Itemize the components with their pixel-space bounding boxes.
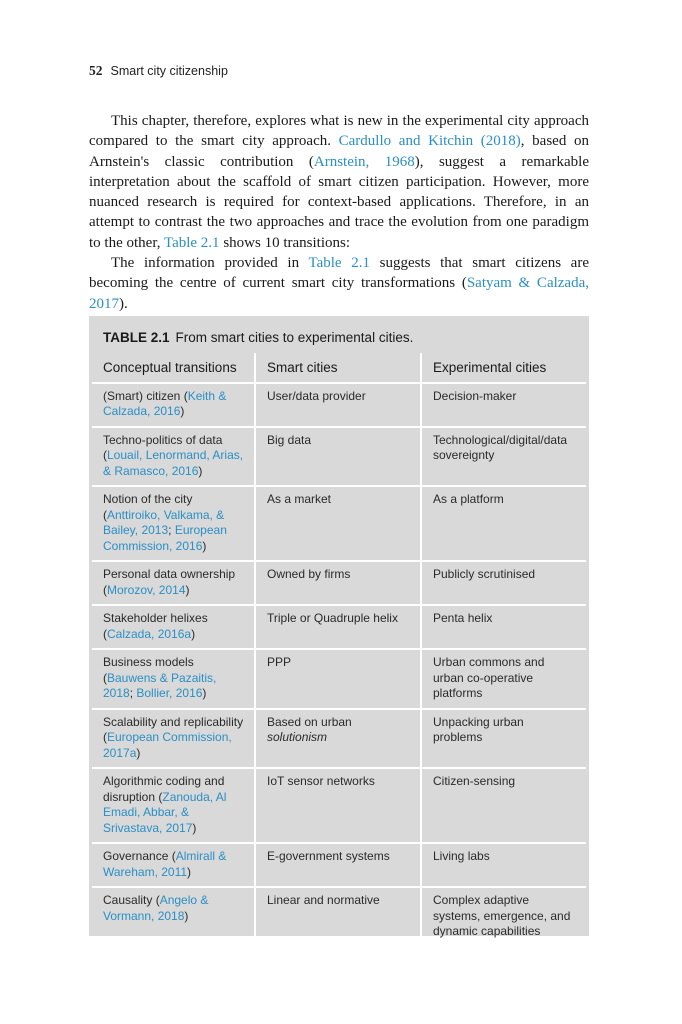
smart-cities-cell xyxy=(255,649,421,709)
transitions-table xyxy=(92,353,586,946)
paren: ( xyxy=(158,789,163,804)
column-header: Smart cities xyxy=(255,353,421,383)
citation-link[interactable]: Keith & Calzada, 2016 xyxy=(103,388,227,418)
table-row xyxy=(92,768,586,843)
citation-link[interactable]: Angelo & Vormann, 2018 xyxy=(103,893,209,923)
smart-cities-cell xyxy=(255,768,421,843)
paren: ) xyxy=(185,582,190,597)
citation-link[interactable]: Anttiroiko, Valkama, & Bailey, 2013 xyxy=(103,507,225,537)
smart-cities-cell xyxy=(255,709,421,769)
table-2-1 xyxy=(89,316,589,936)
experimental-cities-cell: As a platform xyxy=(421,486,586,561)
table-caption xyxy=(103,330,413,345)
paren: ) xyxy=(202,686,207,700)
concept-label: Causality xyxy=(103,893,156,907)
smart-cities-value: PPP xyxy=(267,655,292,669)
paren: ( xyxy=(103,670,107,685)
concept-label: Governance xyxy=(103,849,172,863)
citation-link[interactable]: Table 2.1 xyxy=(163,234,220,251)
citation-link[interactable]: Louail, Lenormand, Arias, & Ramasco, 2016 xyxy=(103,448,244,478)
citation-link[interactable]: European Commission, 2016 xyxy=(103,523,227,553)
text-span: , based on Arnstein's classic contribution ( xyxy=(89,133,589,170)
body-text xyxy=(89,111,589,314)
citation-link[interactable]: Zanouda, Al Emadi, Abbar, & Srivastava, 2017 xyxy=(103,789,227,835)
running-title: Smart city citizenship xyxy=(110,64,228,78)
text-span: suggests that smart citizens are becoming the centre of current smart city transformations ( xyxy=(89,255,589,292)
paren: ( xyxy=(103,582,107,597)
text-span: ). xyxy=(119,295,128,312)
paren: ( xyxy=(103,507,107,522)
smart-cities-value: User/data provider xyxy=(267,388,366,403)
smart-cities-cell xyxy=(255,605,421,649)
concept-label: Personal data ownership xyxy=(103,567,236,581)
paren: ) xyxy=(136,745,141,760)
table-row xyxy=(92,383,586,427)
table-row xyxy=(92,561,586,605)
smart-cities-cell xyxy=(255,486,421,561)
citation-link[interactable]: Cardullo and Kitchin (2018) xyxy=(338,133,521,150)
paren: ( xyxy=(183,388,188,403)
table-row xyxy=(92,486,586,561)
paren: ) xyxy=(191,626,196,641)
concept-cell xyxy=(92,843,255,887)
citation-link[interactable]: Bauwens & Pazaitis, 2018 xyxy=(103,670,217,700)
paragraph xyxy=(89,111,589,253)
smart-cities-cell xyxy=(255,843,421,887)
experimental-cities-cell: Unpacking urban problems xyxy=(421,709,586,769)
smart-cities-value: IoT sensor networks xyxy=(267,774,375,788)
concept-label: Techno-politics of data xyxy=(103,432,223,447)
experimental-cities-cell: Citizen-sensing xyxy=(421,768,586,843)
citation-link[interactable]: European Commission, 2017a xyxy=(103,730,232,760)
text-span: ; xyxy=(168,523,175,537)
citation-link[interactable]: Satyam & Calzada, 2017 xyxy=(89,275,589,312)
paren: ( xyxy=(171,849,176,863)
citation-link[interactable]: Morozov, 2014 xyxy=(107,582,186,597)
page-number: 52 xyxy=(89,63,103,78)
table-label: TABLE 2.1 xyxy=(103,330,170,345)
concept-cell xyxy=(92,649,255,709)
table-row xyxy=(92,887,586,946)
citation-link[interactable]: Table 2.1 xyxy=(308,255,370,272)
paren: ) xyxy=(202,538,207,553)
concept-cell xyxy=(92,605,255,649)
table-header-row xyxy=(92,353,586,383)
paren: ( xyxy=(103,448,107,462)
concept-label: Notion of the city xyxy=(103,492,193,506)
smart-cities-value: Based on urban xyxy=(267,714,352,729)
citation-link[interactable]: Almirall & Wareham, 2011 xyxy=(103,849,227,879)
smart-cities-cell xyxy=(255,383,421,427)
smart-cities-cell xyxy=(255,427,421,487)
smart-cities-value: Triple or Quadruple helix xyxy=(267,611,398,625)
text-span: ), suggest a remarkable interpretation about the scaffold of smart citizen participation. However, more nuanced research is required for context-based applications. Therefore, in an attempt to contrast the two approaches and trace the evolution from one paradigm to the other, xyxy=(89,153,590,251)
citation-link[interactable]: Calzada, 2016a xyxy=(107,626,192,641)
citation-link[interactable]: Bollier, 2016 xyxy=(136,686,203,700)
paragraph xyxy=(89,253,589,314)
table-caption-text: From smart cities to experimental cities. xyxy=(175,330,414,345)
concept-label: (Smart) citizen xyxy=(103,388,184,403)
paren: ( xyxy=(103,730,107,744)
experimental-cities-cell: Living labs xyxy=(421,843,586,887)
smart-cities-value: Owned by firms xyxy=(267,567,351,581)
text-span: The information provided in xyxy=(111,255,309,272)
concept-cell xyxy=(92,887,255,946)
table-row xyxy=(92,649,586,709)
smart-cities-cell xyxy=(255,887,421,946)
smart-cities-value: Linear and normative xyxy=(267,893,380,907)
table-row xyxy=(92,843,586,887)
paren: ( xyxy=(103,626,107,641)
smart-cities-value: As a market xyxy=(267,492,332,506)
running-header xyxy=(89,63,228,79)
column-header: Conceptual transitions xyxy=(92,353,255,383)
experimental-cities-cell: Technological/digital/data sovereignty xyxy=(421,427,586,487)
smart-cities-value: E-government systems xyxy=(267,849,390,863)
smart-cities-value: Big data xyxy=(267,432,312,447)
concept-cell xyxy=(92,486,255,561)
experimental-cities-cell: Penta helix xyxy=(421,605,586,649)
smart-cities-cell xyxy=(255,561,421,605)
smart-cities-emphasis: solutionism xyxy=(267,730,328,744)
table-row xyxy=(92,427,586,487)
concept-label: Algorithmic coding and disruption xyxy=(103,774,225,804)
experimental-cities-cell: Publicly scrutinised xyxy=(421,561,586,605)
text-span: This chapter, therefore, explores what is new in the experimental city approach compared to the smart city approach. xyxy=(89,113,589,150)
column-header: Experimental cities xyxy=(421,353,586,383)
paren: ( xyxy=(155,893,160,907)
experimental-cities-cell: Decision-maker xyxy=(421,383,586,427)
table-row xyxy=(92,709,586,769)
citation-link[interactable]: Arnstein, 1968 xyxy=(313,153,415,170)
concept-cell xyxy=(92,561,255,605)
paren: ) xyxy=(187,864,192,879)
concept-cell xyxy=(92,427,255,487)
table-row xyxy=(92,605,586,649)
experimental-cities-cell: Urban commons and urban co-operative platforms xyxy=(421,649,586,709)
experimental-cities-cell: Complex adaptive systems, emergence, and dynamic capabilities xyxy=(421,887,586,946)
concept-cell xyxy=(92,768,255,843)
concept-label: Stakeholder helixes xyxy=(103,611,208,625)
paren: ) xyxy=(192,820,197,835)
concept-label: Scalability and replicability xyxy=(103,714,244,729)
paren: ) xyxy=(198,463,203,478)
text-span: ; xyxy=(129,686,137,700)
concept-cell xyxy=(92,709,255,769)
paren: ) xyxy=(180,404,185,418)
paren: ) xyxy=(184,908,189,923)
text-span: shows 10 transitions: xyxy=(219,234,350,251)
concept-cell xyxy=(92,383,255,427)
concept-label: Business models xyxy=(103,655,194,669)
